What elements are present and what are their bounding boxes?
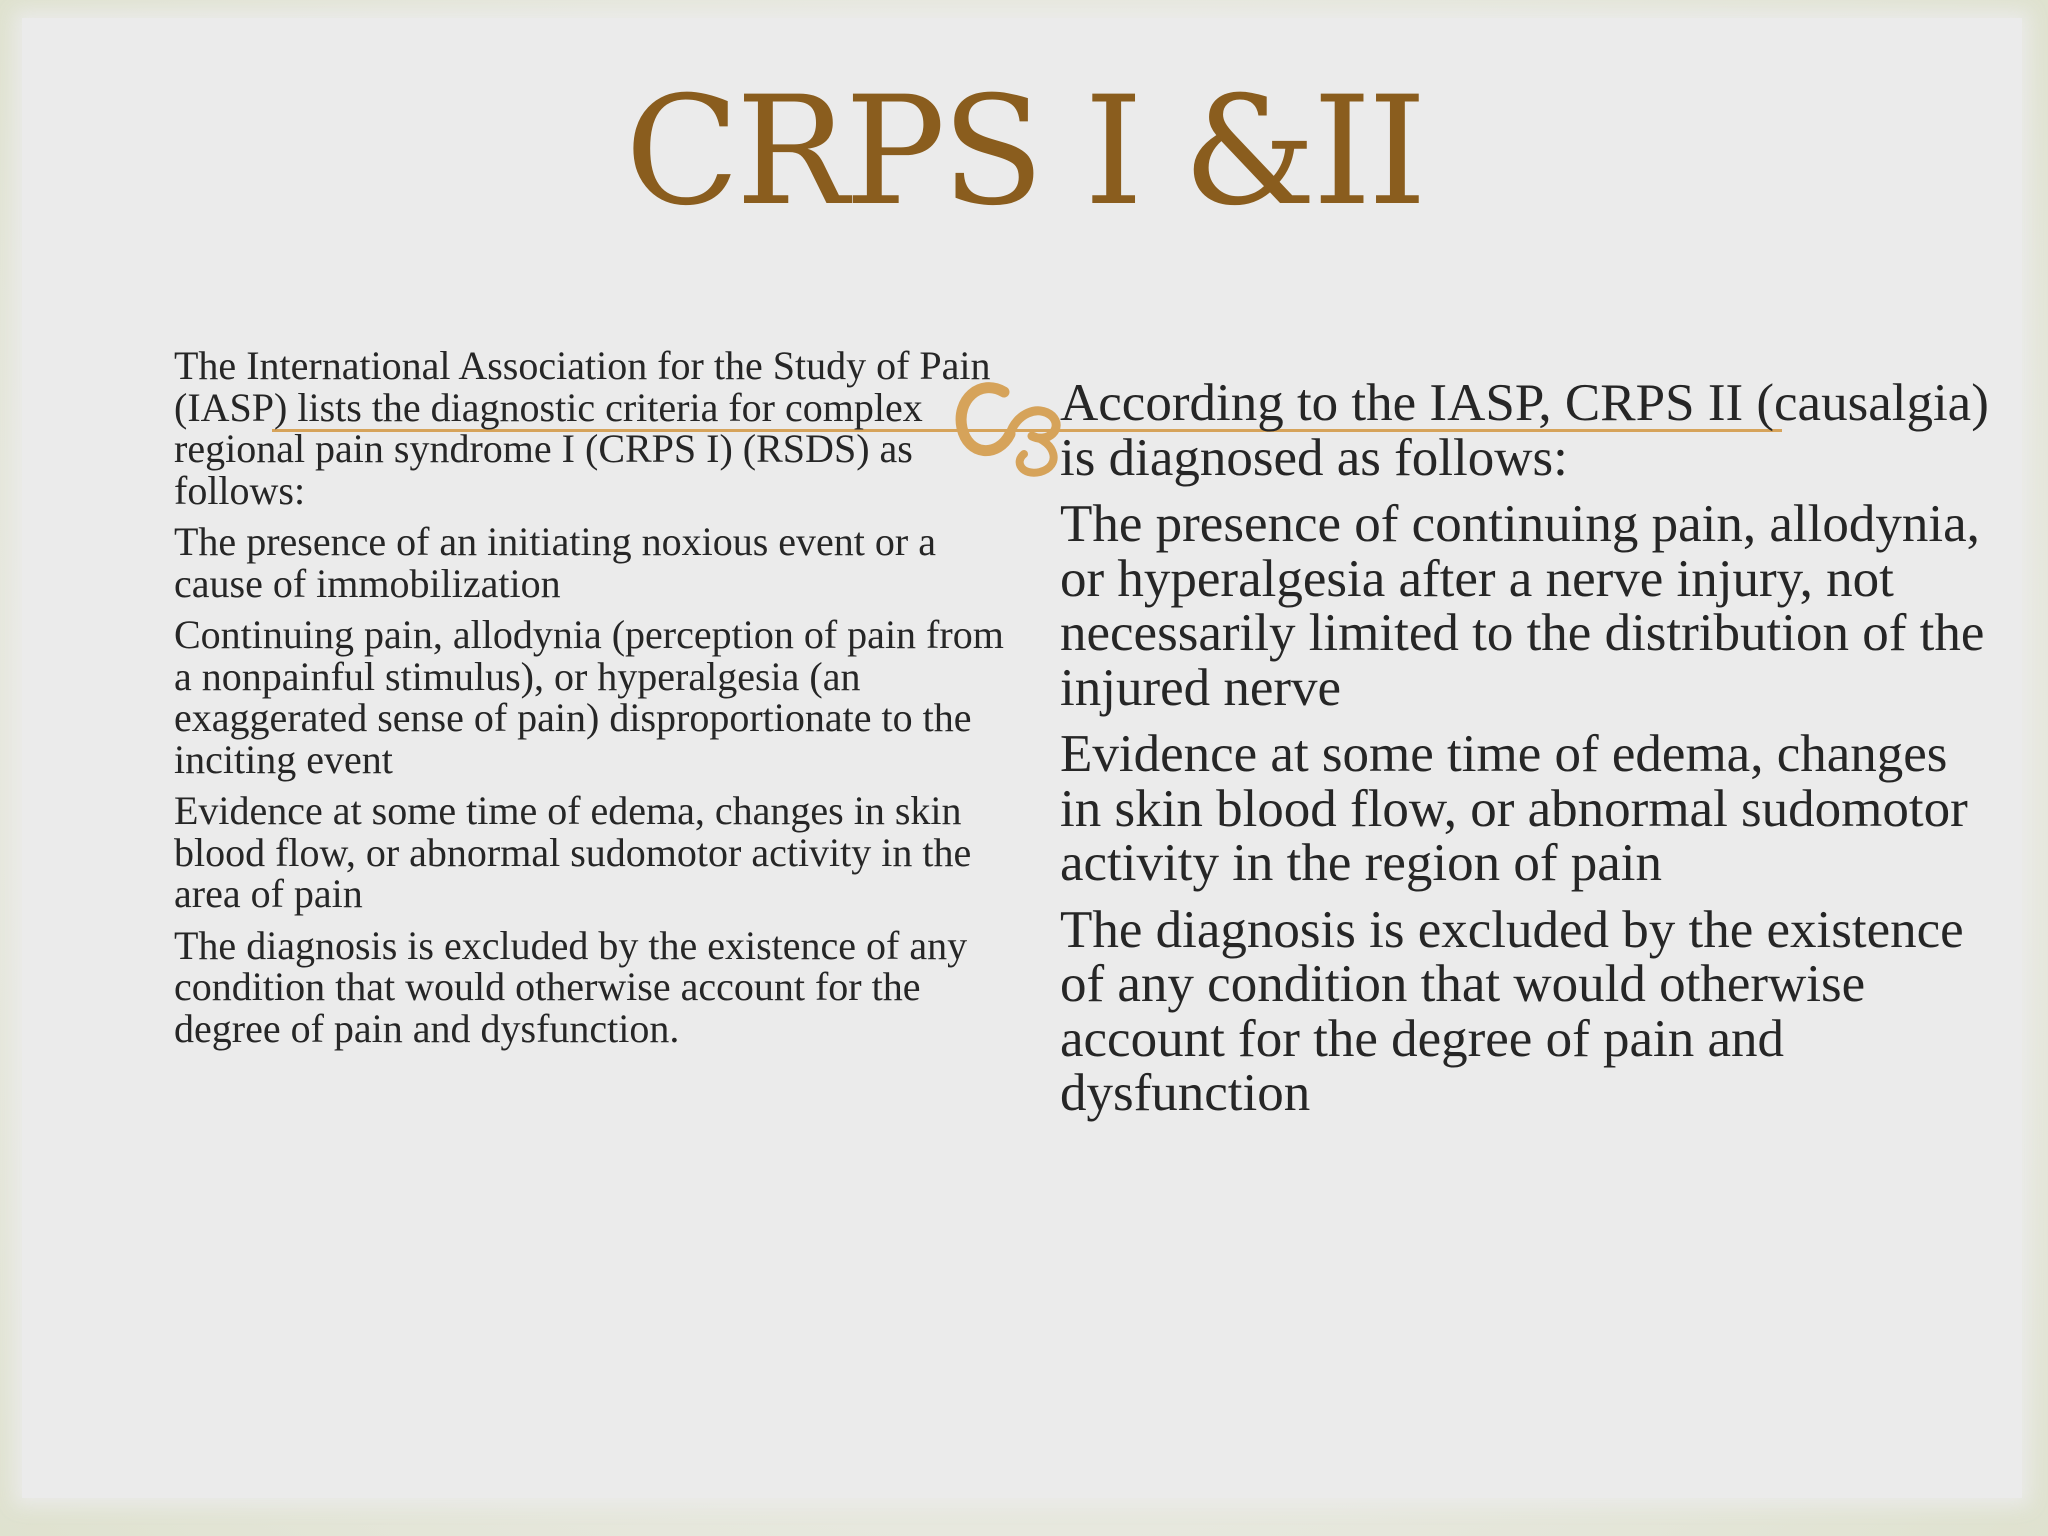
- right-paragraph-1: According to the IASP, CRPS II (causalgia) is diagnosed as follows:: [1060, 374, 1989, 487]
- left-paragraph-1: The International Association for the Study of Pain (IASP) lists the diagnostic criteria for complex regional pain syndrome I (CRPS I) (RSDS) as follows:: [174, 343, 991, 513]
- left-column: [174, 345, 1004, 1059]
- right-paragraph-3: Evidence at some time of edema, changes in skin blood flow, or abnormal sudomotor activity in the region of pain: [1060, 725, 1968, 892]
- slide-title: CRPS I &II: [624, 65, 1424, 239]
- ornamental-flourish-icon: [952, 370, 1072, 480]
- left-paragraph-3: Continuing pain, allodynia (perception of pain from a nonpainful stimulus), or hyperalgesia (an exaggerated sense of pain) disproportionate to the inciting event: [174, 612, 1004, 782]
- right-column: [1060, 376, 1990, 1133]
- left-paragraph-5: The diagnosis is excluded by the existence of any condition that would otherwise account for the degree of pain and dysfunction.: [174, 922, 968, 1051]
- left-paragraph-4: Evidence at some time of edema, changes in skin blood flow, or abnormal sudomotor activity in the area of pain: [174, 788, 972, 916]
- right-paragraph-4: The diagnosis is excluded by the existence of any condition that would otherwise account for the degree of pain and dysfunction: [1060, 900, 1964, 1122]
- right-paragraph-2: The presence of continuing pain, allodynia, or hyperalgesia after a nerve injury, not necessarily limited to the distribution of the injured nerve: [1060, 495, 1985, 717]
- left-paragraph-2: The presence of an initiating noxious event or a cause of immobilization: [174, 519, 936, 606]
